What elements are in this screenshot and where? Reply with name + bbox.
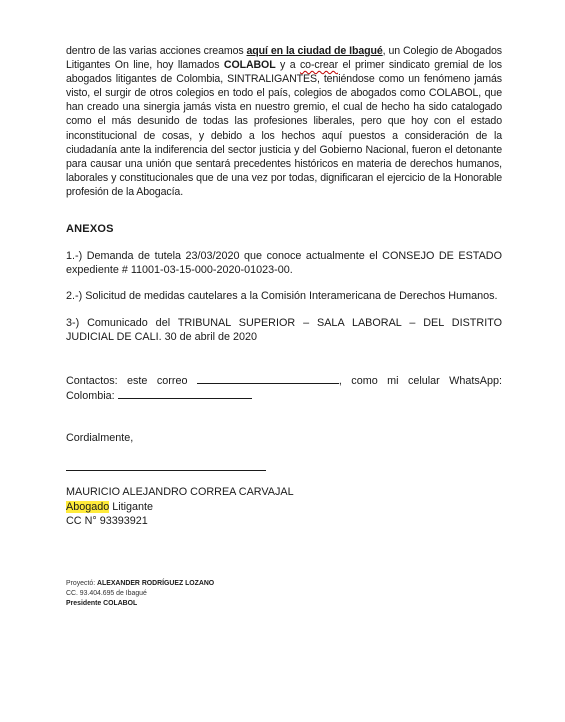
annex-item-2: 2.-) Solicitud de medidas cautelares a la Comisión Interamericana de Derechos Humanos. (66, 290, 498, 303)
signer-title (66, 500, 502, 514)
intro-paragraph (66, 44, 502, 199)
signer-id: CC N° 93393921 (66, 515, 148, 528)
contacts-line (66, 373, 502, 403)
intro-text-2: , un Colegio de Abogados Litigantes On line, hoy llamados (66, 45, 502, 72)
intro-text-1: dentro de las varias acciones creamos (66, 45, 247, 57)
contacts-text-1: Contactos: este correo (66, 375, 197, 388)
prepared-id: CC. 93.404.695 de Ibagué (66, 590, 147, 597)
intro-org: COLABOL (223, 59, 276, 72)
annex-item-1: 1.-) Demanda de tutela 23/03/2020 que conoce actualmente el CONSEJO DE ESTADO expediente # 11001-03-15-000-2020-01023-00. (66, 250, 502, 277)
contacts-text-2: , como mi celular WhatsApp: Colombia: (66, 375, 502, 403)
prepared-label: Proyectó: (66, 580, 98, 587)
intro-place: aquí en la ciudad de Ibagué (246, 45, 383, 57)
intro-cocrear: co-crear (299, 59, 339, 72)
annexes-heading: ANEXOS (66, 223, 114, 236)
signature-block (66, 485, 502, 528)
signature-line (66, 469, 266, 471)
phone-blank (118, 388, 252, 399)
signer-title-rest: Litigante (109, 500, 154, 513)
intro-text-4: el primer sindicato gremial de los abogados litigantes de Colombia, SINTRALIGANTES, teniéndose como un fenómeno jamás visto, el surgir de otros colegios en todo el país, colegios de abogados como COLABOL, que han creado una sinergia jamás vista en nuestro gremio, el cual de hecho ha sido catalogado como el más desunido de todas las profesiones liberales, pero que hoy con el estado inconstitucional de cosas, y debido a los hechos aquí puestos a consideración de la ciudadanía ante la indiferencia del sector justicia y del Gobierno Nacional, fueron el detonante para causar una unión que sentará precedentes históricos en materia de derechos humanos, laborales y constitucionales que de una vez por todas, dignificaran el ejercicio de la Honorable profesión de la Abogacía. (66, 59, 502, 198)
prepared-by (66, 579, 214, 589)
signer-title-highlight: Abogado (66, 500, 110, 513)
email-blank (197, 373, 339, 384)
closing: Cordialmente, (66, 432, 134, 445)
signer-name: MAURICIO ALEJANDRO CORREA CARVAJAL (66, 486, 294, 499)
prepared-name: ALEXANDER RODRÍGUEZ LOZANO (97, 580, 215, 587)
document-page (66, 44, 502, 529)
annex-item-3: 3-) Comunicado del TRIBUNAL SUPERIOR – SALA LABORAL – DEL DISTRITO JUDICIAL DE CALI. 30 de abril de 2020 (66, 316, 502, 343)
prepared-role: Presidente COLABOL (66, 600, 138, 607)
footer-block (66, 579, 214, 609)
intro-text-3: y a (275, 59, 300, 72)
